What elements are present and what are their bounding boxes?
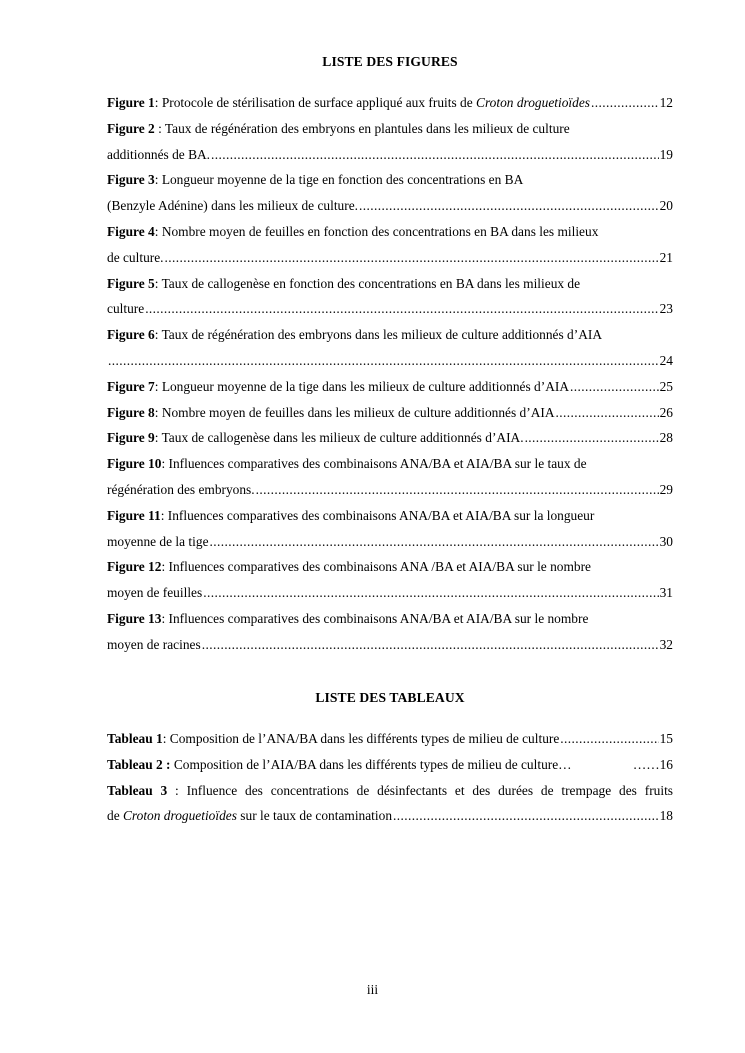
- leader-dots: [359, 193, 659, 219]
- table-entry-1[interactable]: Tableau 1: Composition de l’ANA/BA dans les différents types de milieu de culture ..... 15: [107, 726, 673, 752]
- page-ref: 18: [659, 808, 673, 824]
- figure-entry-1[interactable]: Figure 1: Protocole de stérilisation de surface appliqué aux fruits de Croton droguetioïdes ..... 12: [107, 90, 673, 116]
- tables-list-title: LISTE DES TABLEAUX: [315, 690, 465, 705]
- leader-dots: [560, 726, 658, 752]
- page-ref: 31: [659, 585, 673, 601]
- table-entry-2[interactable]: Tableau 2 : Composition de l’AIA/BA dans les différents types de milieu de culture… …… 16: [107, 752, 673, 778]
- page-ref: 32: [659, 636, 673, 652]
- page-ref: 23: [659, 301, 673, 317]
- page-ref: 21: [659, 249, 673, 265]
- page-ref: 19: [659, 146, 673, 162]
- figure-entry-2[interactable]: Figure 2 : Taux de régénération des embryons en plantules dans les milieux de culture additionnés de BA. ..... 19: [107, 116, 673, 168]
- leader-dots: [210, 529, 659, 555]
- figure-entry-5[interactable]: Figure 5: Taux de callogenèse en fonction des concentrations en BA dans les milieux de culture ..... 23: [107, 271, 673, 323]
- figures-list: [107, 90, 673, 658]
- page-ref: 12: [659, 95, 673, 110]
- leader-dots: [256, 477, 659, 503]
- page-ref: 25: [659, 378, 673, 394]
- leader-dots: [165, 245, 659, 271]
- figure-entry-3[interactable]: Figure 3: Longueur moyenne de la tige en fonction des concentrations en BA (Benzyle Adénine) dans les milieux de culture. ..... 20: [107, 167, 673, 219]
- page-ref: 30: [659, 533, 673, 549]
- page-ref: 20: [659, 198, 673, 214]
- page-ref: 29: [659, 481, 673, 497]
- figures-list-title: LISTE DES FIGURES: [322, 54, 458, 69]
- page-ref: 15: [659, 731, 673, 746]
- figure-entry-9[interactable]: Figure 9: Taux de callogenèse dans les milieux de culture additionnés d’AIA. ..... 28: [107, 425, 673, 451]
- figure-entry-7[interactable]: Figure 7: Longueur moyenne de la tige dans les milieux de culture additionnés d’AIA ..... 25: [107, 374, 673, 400]
- leader-dots: [393, 803, 659, 829]
- leader-dots: [525, 425, 659, 451]
- leader-dots: [570, 374, 659, 400]
- leader-dots: [203, 580, 658, 606]
- page-number: iii: [366, 982, 379, 997]
- leader-dots: [145, 296, 658, 322]
- trailing-ellipsis: ……: [632, 756, 660, 772]
- page-ref: 16: [659, 756, 673, 772]
- page-ref: 26: [659, 404, 673, 420]
- tables-list: [107, 726, 673, 829]
- leader-dots: [202, 632, 659, 658]
- leader-dots: [211, 142, 659, 168]
- figure-entry-13[interactable]: Figure 13: Influences comparatives des combinaisons ANA/BA et AIA/BA sur le nombre moyen de racines ..... 32: [107, 606, 673, 658]
- figure-entry-10[interactable]: Figure 10: Influences comparatives des combinaisons ANA/BA et AIA/BA sur le taux de régénération des embryons. ..... 29: [107, 451, 673, 503]
- leader-dots: [591, 90, 659, 116]
- leader-dots: [556, 400, 659, 426]
- figure-entry-11[interactable]: Figure 11: Influences comparatives des combinaisons ANA/BA et AIA/BA sur la longueur moyenne de la tige ..... 30: [107, 503, 673, 555]
- table-entry-3[interactable]: Tableau 3 : Influence des concentrations de désinfectants et des durées de trempage des fruits de Croton droguetioïdes sur le taux de contamination ..... 18: [107, 778, 673, 830]
- page-ref: 24: [659, 352, 673, 368]
- figure-entry-4[interactable]: Figure 4: Nombre moyen de feuilles en fonction des concentrations en BA dans les milieux de culture. ..... 21: [107, 219, 673, 271]
- leader-dots: [108, 348, 659, 374]
- figure-entry-8[interactable]: Figure 8: Nombre moyen de feuilles dans les milieux de culture additionnés d’AIA ..... 26: [107, 400, 673, 426]
- page-ref: 28: [659, 430, 673, 446]
- figure-entry-6[interactable]: Figure 6: Taux de régénération des embryons dans les milieux de culture additionnés d’AIA ..... 24: [107, 322, 673, 374]
- figure-entry-12[interactable]: Figure 12: Influences comparatives des combinaisons ANA /BA et AIA/BA sur le nombre moyen de feuilles ..... 31: [107, 554, 673, 606]
